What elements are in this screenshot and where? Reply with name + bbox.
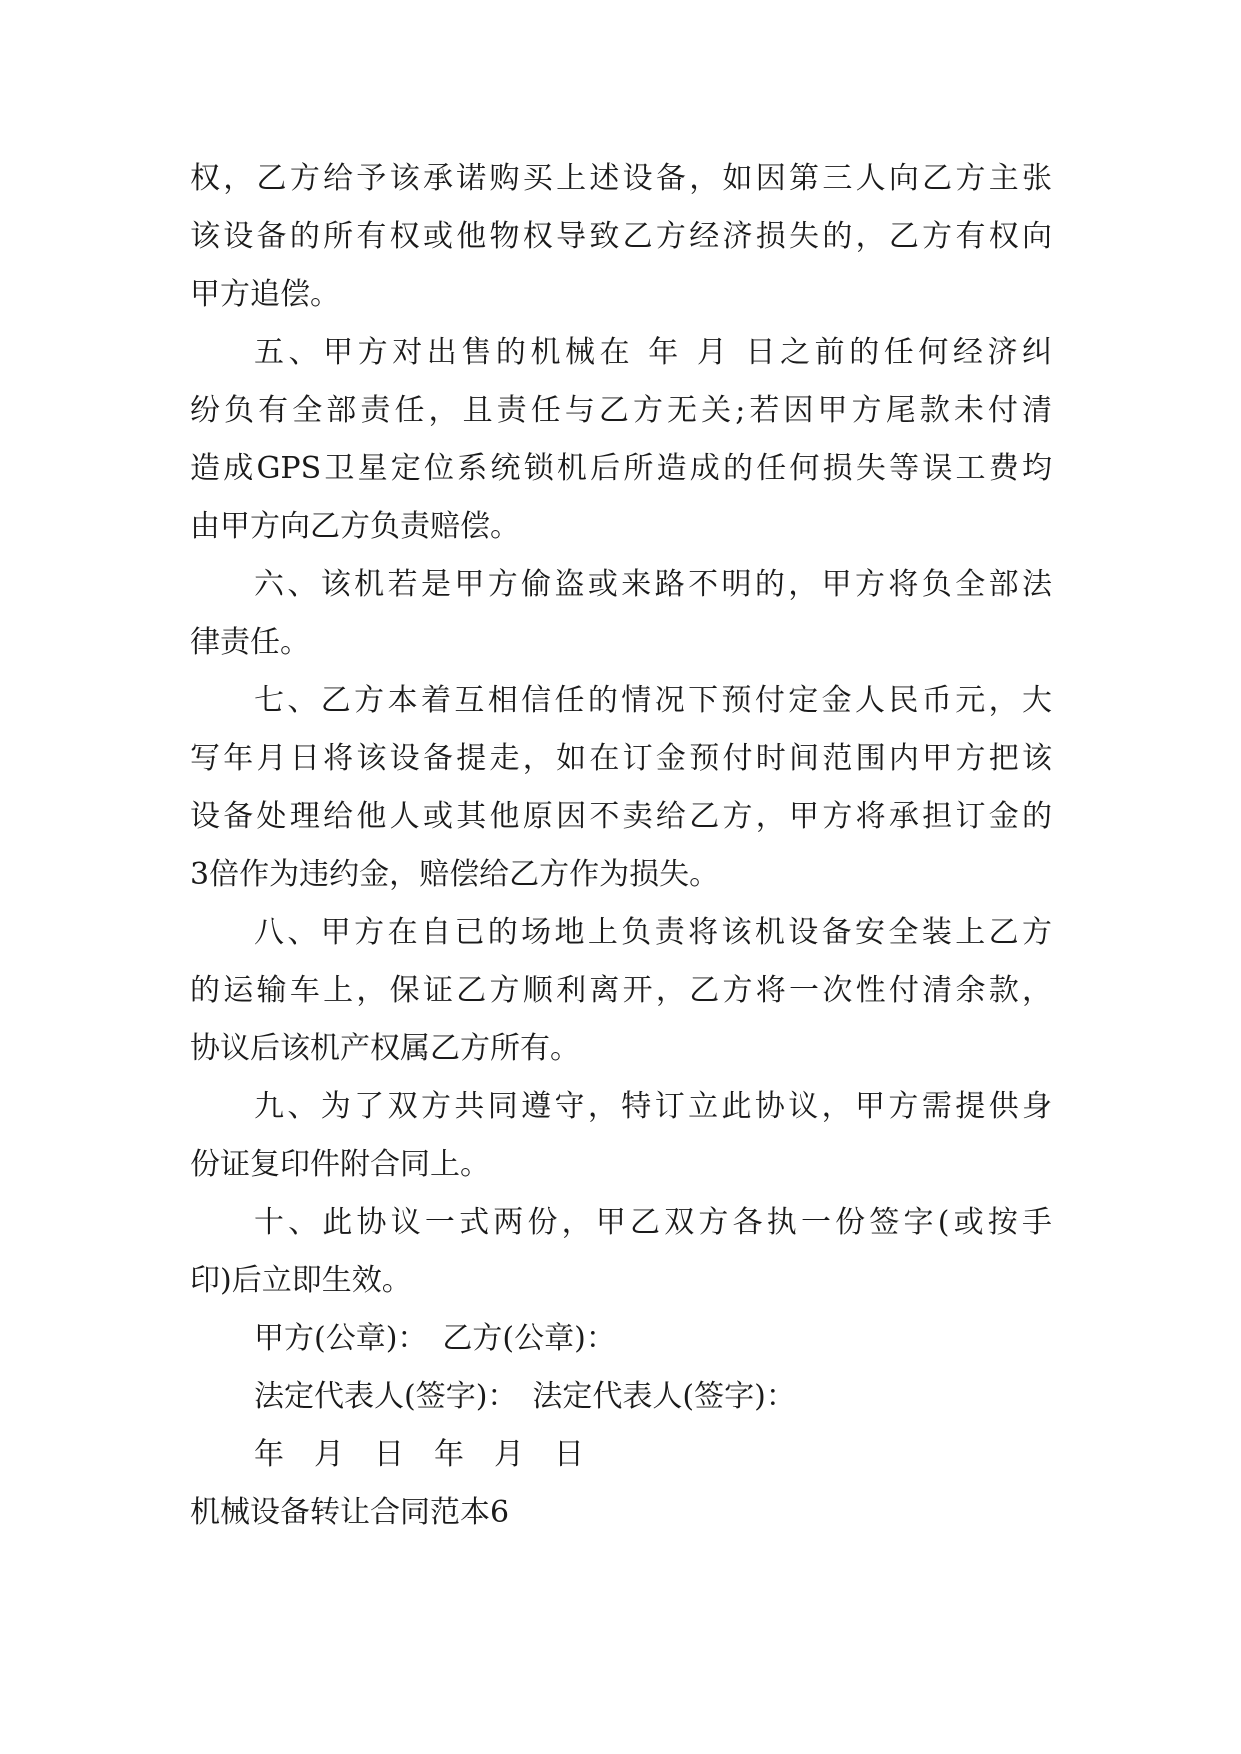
- text-line: 的运输车上，保证乙方顺利离开，乙方将一次性付清余款，: [190, 973, 1052, 1008]
- text-line: 六、该机若是甲方偷盗或来路不明的，甲方将负全部法: [254, 567, 1052, 602]
- text-line: 九、为了双方共同遵守，特订立此协议，甲方需提供身: [254, 1089, 1052, 1124]
- text-line: 十、此协议一式两份，甲乙双方各执一份签字(或按手: [254, 1205, 1052, 1240]
- paragraph: [190, 1426, 1052, 1484]
- paragraph: [190, 1078, 1052, 1194]
- text-line: 份证复印件附合同上。: [190, 1147, 490, 1182]
- text-line: 由甲方向乙方负责赔偿。: [190, 509, 520, 544]
- text-line: 八、甲方在自已的场地上负责将该机设备安全装上乙方: [254, 915, 1052, 950]
- paragraph: [190, 672, 1052, 904]
- text-line: 甲方(公章)： 乙方(公章)：: [254, 1321, 616, 1356]
- paragraph: [190, 1368, 1052, 1426]
- paragraph: [190, 556, 1052, 672]
- text-line: 权，乙方给予该承诺购买上述设备，如因第三人向乙方主张: [190, 161, 1052, 196]
- text-line: 设备处理给他人或其他原因不卖给乙方，甲方将承担订金的: [190, 799, 1052, 834]
- paragraph: [190, 904, 1052, 1078]
- text-line: 七、乙方本着互相信任的情况下预付定金人民币元，大: [254, 683, 1052, 718]
- text-line: 3倍作为违约金，赔偿给乙方作为损失。: [190, 857, 720, 892]
- paragraph: [190, 1194, 1052, 1310]
- text-line: 该设备的所有权或他物权导致乙方经济损失的，乙方有权向: [190, 219, 1052, 254]
- text-line: 律责任。: [190, 625, 310, 660]
- document-page: [190, 150, 1052, 1542]
- text-line: 法定代表人(签字)： 法定代表人(签字)：: [254, 1379, 796, 1414]
- text-line: 写年月日将该设备提走，如在订金预付时间范围内甲方把该: [190, 741, 1052, 776]
- text-line: 年 月 日 年 月 日: [254, 1437, 584, 1472]
- text-line: 纷负有全部责任，且责任与乙方无关;若因甲方尾款未付清: [190, 393, 1052, 428]
- paragraph: [190, 1484, 1052, 1542]
- text-line: 五、甲方对出售的机械在 年 月 日之前的任何经济纠: [254, 335, 1052, 370]
- text-line: 印)后立即生效。: [190, 1263, 412, 1298]
- text-line: 协议后该机产权属乙方所有。: [190, 1031, 580, 1066]
- text-line: 机械设备转让合同范本6: [190, 1495, 510, 1530]
- paragraph: [190, 324, 1052, 556]
- paragraph: [190, 150, 1052, 324]
- text-line: 造成GPS卫星定位系统锁机后所造成的任何损失等误工费均: [190, 451, 1052, 486]
- paragraph: [190, 1310, 1052, 1368]
- text-line: 甲方追偿。: [190, 277, 340, 312]
